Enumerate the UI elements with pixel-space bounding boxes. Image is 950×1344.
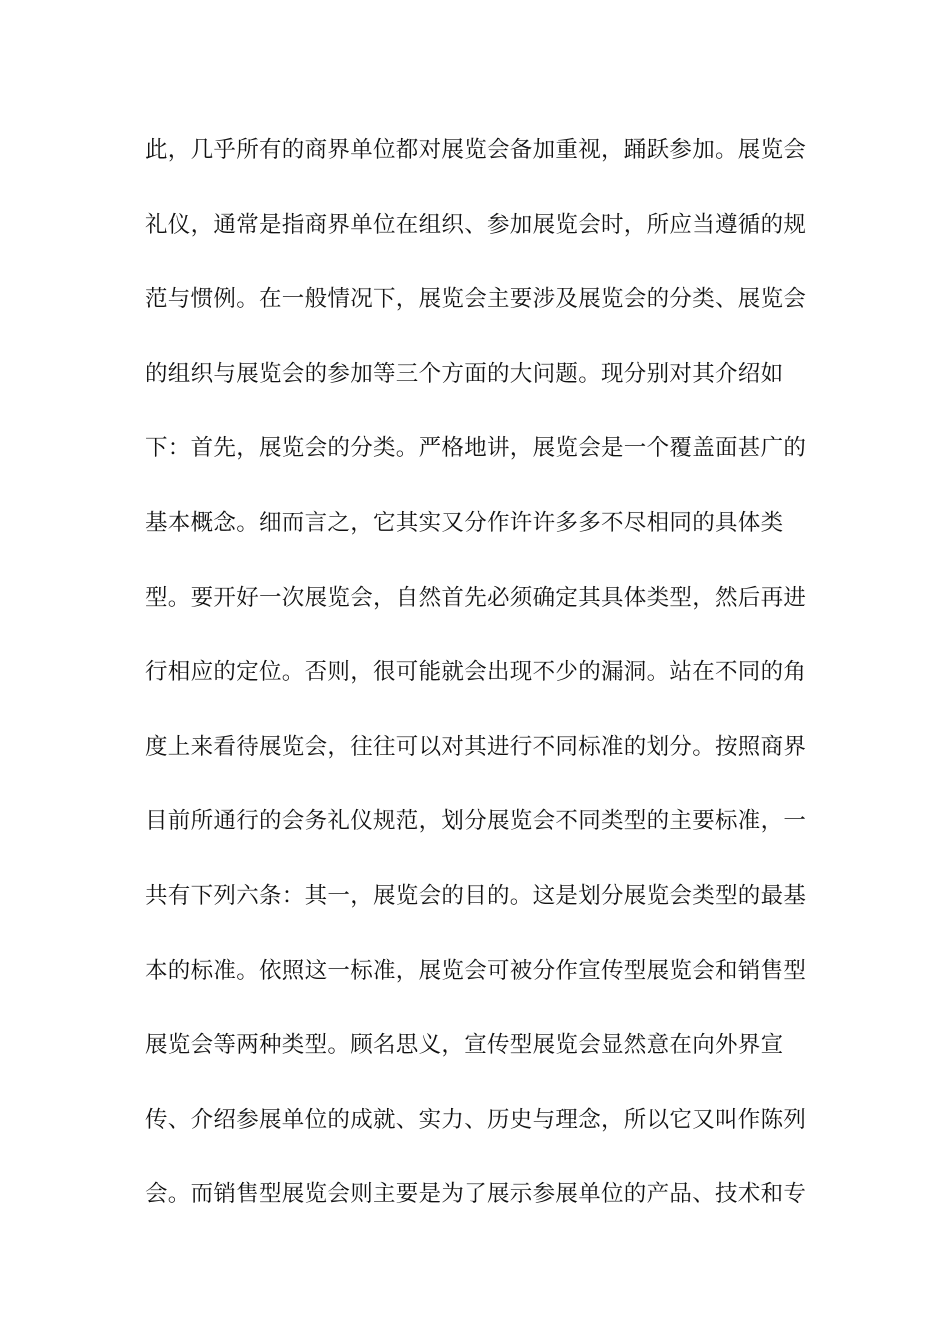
body-text — [145, 130, 805, 1249]
text-line: 基本概念。细而言之，它其实又分作许许多多不尽相同的具体类 — [145, 509, 784, 536]
text-line: 会。而销售型展览会则主要是为了展示参展单位的产品、技术和专 — [145, 1181, 807, 1208]
text-line: 的组织与展览会的参加等三个方面的大问题。现分别对其介绍如 — [145, 360, 784, 387]
text-line: 传、介绍参展单位的成就、实力、历史与理念，所以它又叫作陈列 — [145, 1106, 807, 1133]
text-line: 此，几乎所有的商界单位都对展览会备加重视，踊跃参加。展览会 — [145, 137, 807, 163]
text-line: 范与惯例。在一般情况下，展览会主要涉及展览会的分类、展览会 — [145, 286, 807, 313]
text-line: 行相应的定位。否则，很可能就会出现不少的漏洞。站在不同的角 — [145, 659, 807, 686]
text-line: 下：首先，展览会的分类。严格地讲，展览会是一个覆盖面甚广的 — [145, 435, 807, 462]
text-line: 展览会等两种类型。顾名思义，宣传型展览会显然意在向外界宣 — [145, 1032, 784, 1059]
text-line: 度上来看待展览会，往往可以对其进行不同标准的划分。按照商界 — [145, 733, 807, 760]
text-line: 型。要开好一次展览会，自然首先必须确定其具体类型，然后再进 — [145, 584, 807, 611]
text-line: 共有下列六条：其一，展览会的目的。这是划分展览会类型的最基 — [145, 882, 807, 909]
text-line: 礼仪，通常是指商界单位在组织、参加展览会时，所应当遵循的规 — [145, 211, 807, 238]
text-line: 目前所通行的会务礼仪规范，划分展览会不同类型的主要标准，一 — [145, 808, 807, 835]
text-line: 本的标准。依照这一标准，展览会可被分作宣传型展览会和销售型 — [145, 957, 807, 984]
